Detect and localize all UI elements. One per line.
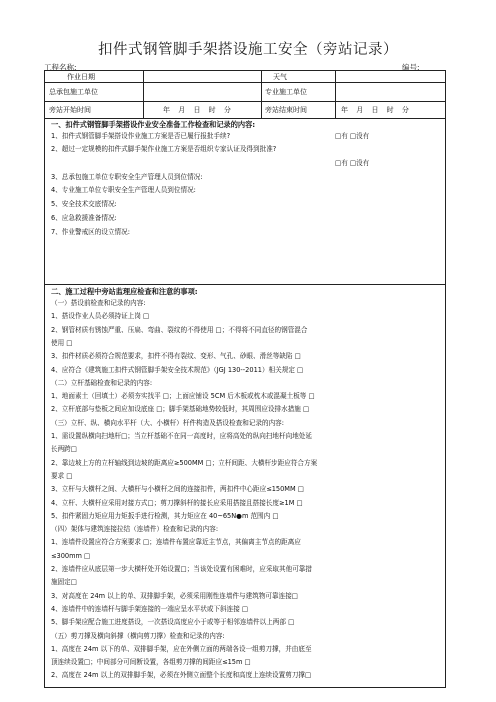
start-time-label: 旁站开始时间 [49, 106, 91, 114]
section1-item: 2、超过一定规模的扣件式脚手架作业施工方案是否组织专家认证及得到批准? [51, 145, 277, 153]
document-number-label: 编号: [402, 63, 420, 72]
section2-line: 4、应符合《建筑施工扣件式钢管脚手架安全技术规范》（JGJ 130--2011）相关规定 □ [51, 365, 304, 374]
section1-heading: 一、扣件式钢管脚手架搭设作业安全准备工作检查和记录的内容: [51, 120, 256, 129]
end-time-value: 年 月 日 时 分 [341, 106, 409, 114]
row-date-weather [45, 71, 445, 83]
section-supervision-items [45, 285, 445, 689]
section2-line: ≤300mm □ [51, 551, 91, 560]
project-name-label: 工程名称: [44, 63, 77, 72]
section1-item: 4、专业施工单位专职安全生产管理人员到位情况: [51, 186, 196, 194]
section1-item: 5、安全技术交底情况: [51, 200, 117, 208]
section2-subheading: （二）立杆基础检查和记录的内容: [51, 378, 153, 387]
document-title: 扣件式钢管脚手架搭设施工安全（旁站记录） [98, 42, 398, 58]
section1-item: 7、作业警戒区的设立情况: [51, 228, 130, 236]
section2-line: 1、需设置纵横向扫地杆□；当立杆基础不在同一高度时，应将高处的纵向扫地杆向地处延 [51, 432, 312, 440]
end-time-label: 旁站结束时间 [265, 106, 307, 114]
section2-line: 5、脚手架应配合施工进度搭设，一次搭设高度应小于或等于相邻连墙件以上两部 □ [51, 618, 295, 627]
section2-subheading: （一）搭设前检查和记录的内容: [51, 299, 146, 307]
section2-subheading: （四）架体与建筑连接拉结（连墙件）检查和记录的内容: [51, 525, 219, 534]
section2-line: 长两跨□ [51, 445, 78, 454]
section-preparation-check [45, 119, 445, 285]
section2-line: 5、扣件紧固力矩应用力矩扳手进行检测，其力矩应在 40~65N●m 范围内 □ [51, 511, 279, 520]
row-times [45, 102, 445, 119]
section2-line: 1、高度在 24m 以下的单、双排脚手架，应在外侧立面的两端各设一组剪刀撑，并由底至 [51, 644, 312, 653]
section1-item: 3、总承包施工单位专职安全生产管理人员到位情况: [51, 173, 203, 181]
section2-line: 4、连墙件中的连墙杆与脚手架连接的一端应呈水平状或下斜连接 □ [51, 604, 249, 613]
section2-subheading: （三）立杆、纵、横向水平杆（大、小横杆）杆件构造及搭设检查和记录的内容: [51, 418, 285, 427]
section2-line: 1、地面素土（回填土）必须夯实找平 □；上面应铺设 5CM 后木板或枕木或混凝土板等 □ [51, 392, 315, 401]
section2-line: 2、钢管材质有锈蚀严重、压扁、弯曲、裂纹的不得使用 □；不得将不同直径的钢管混合 [51, 325, 308, 334]
section2-line: 3、扣件材质必须符合规范要求，扣件不得有裂纹、变形、气孔、砂眼、滑丝等缺陷 □ [51, 352, 301, 361]
row-units [45, 83, 445, 102]
specialty-contractor-label: 专业施工单位 [265, 88, 307, 96]
section2-heading: 二、施工过程中旁站监理应检查和注意的事项: [51, 287, 198, 296]
section2-line: 2、连墙件应从底层第一步大横杆处开始设置□；当该处设置有困难时，应采取其他可靠措 [51, 565, 312, 573]
section2-line: 1、连墙件设置应符合方案要求 □；连墙件布置应靠近主节点，其偏离主节点的距离应 [51, 538, 301, 547]
weather-label: 天气 [273, 72, 287, 81]
section2-line: 1、搭设作业人员必须持证上岗 □ [51, 312, 150, 321]
section2-line: 3、立杆与大横杆之间、大横杆与小横杆之间的连接扣件，两扣件中心距应≤150MM □ [51, 485, 305, 494]
section2-line: 2、靠边坡上方的立杆轴线到边坡的距离应≥500MM □；立杆间距、大横杆步距应符合方案 [51, 458, 318, 467]
start-time-value: 年 月 日 时 分 [163, 106, 231, 114]
section2-line: 2、高度在 24m 以上的双排脚手架，必须在外侧立面整个长度和高度上连续设置剪刀撑□ [51, 671, 312, 680]
section2-line: 3、对高度在 24m 以上的单、双排脚手架，必须采用刚性连墙件与建筑物可靠连接□ [51, 591, 299, 600]
record-table [44, 70, 446, 688]
section1-item: 6、应急救援准备情况: [51, 214, 117, 222]
section1-item: 1、扣件式钢管脚手架搭设作业施工方案是否已履行报批手续? □有 □没有 [51, 132, 370, 140]
section2-line: 2、立杆底部与垫板之间应加设底座 □；脚手架基础地势较低时，其周围应设排水措施 □ [51, 405, 310, 414]
section2-line: 顶连续设置□；中间部分可间断设置，各组剪刀撑的间距应≤15m □ [51, 658, 251, 667]
section2-line: 要求 □ [51, 471, 73, 480]
work-date-label: 作业日期 [67, 72, 95, 81]
section2-line: 施固定□ [51, 578, 78, 587]
section1-item1-options: □有 □没有 [335, 132, 370, 140]
general-contractor-label: 总承包施工单位 [49, 88, 98, 96]
section2-subheading: （五）剪刀撑及横向斜撑（横向剪刀撑）检查和记录的内容: [51, 631, 225, 640]
section1-item2-options: □有 □没有 [335, 159, 370, 167]
section2-line: 使用 □ [51, 338, 73, 347]
section2-line: 4、立杆、大横杆应采用对接方式□；剪刀撑斜杆的接长应采用搭接且搭接长度≥1M □ [51, 498, 303, 507]
